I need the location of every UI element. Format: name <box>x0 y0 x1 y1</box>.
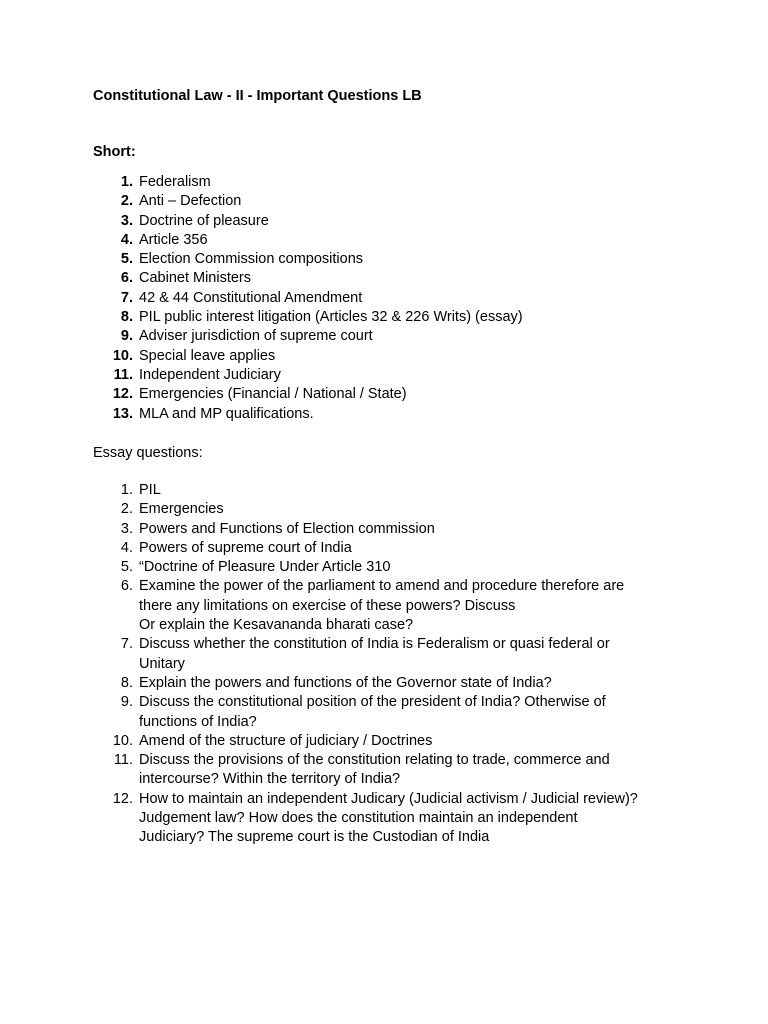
question-number: 10. <box>112 347 133 364</box>
question-number: 9. <box>120 328 133 345</box>
essay-question-item <box>93 500 693 519</box>
question-number: 4. <box>120 539 133 556</box>
question-text: How to maintain an independent Judicary (Judicial activism / Judicial review)? Judgement law? How does the constitution maintain an independent Judiciary? The supreme court is the Custodian of India <box>139 790 638 846</box>
short-section-heading: Short: <box>93 144 136 160</box>
question-number: 6. <box>120 578 133 595</box>
short-question-item <box>93 385 693 404</box>
short-question-item <box>93 327 693 346</box>
question-text: Federalism <box>139 174 211 190</box>
question-text: Discuss the provisions of the constitution relating to trade, commerce and intercourse? Within the territory of India? <box>139 752 610 788</box>
question-text: Independent Judiciary <box>139 366 281 383</box>
question-number: 7. <box>120 289 133 306</box>
essay-questions-list <box>93 481 693 848</box>
question-number: 11. <box>113 752 133 769</box>
essay-question-item <box>93 577 693 635</box>
question-text: Amend of the structure of judiciary / Doctrines <box>139 732 433 749</box>
question-number: 10. <box>112 732 133 749</box>
essay-question-item <box>93 732 693 751</box>
short-question-item <box>93 173 693 192</box>
short-question-item <box>93 212 693 231</box>
essay-question-item <box>93 539 693 558</box>
question-text: PIL <box>139 482 161 498</box>
question-number: 4. <box>120 231 133 248</box>
short-question-item <box>93 250 693 269</box>
question-text: Article 356 <box>139 231 208 248</box>
question-text: Emergencies <box>139 501 224 518</box>
question-text: Cabinet Ministers <box>139 270 252 287</box>
document-title: Constitutional Law - II - Important Questions LB <box>93 88 422 104</box>
essay-question-item <box>93 674 693 693</box>
essay-question-item <box>93 751 693 790</box>
question-number: 1. <box>120 482 133 498</box>
question-text: Examine the power of the parliament to amend and procedure therefore are there any limitations on exercise of these powers? Discuss Or explain the Kesavananda bharati case? <box>139 578 625 634</box>
question-text: Anti – Defection <box>139 193 242 210</box>
question-number: 1. <box>120 174 133 190</box>
question-text: 42 & 44 Constitutional Amendment <box>139 289 363 306</box>
question-text: Emergencies (Financial / National / State) <box>139 386 407 403</box>
question-number: 7. <box>120 636 133 653</box>
question-text: PIL public interest litigation (Articles 32 & 226 Writs) (essay) <box>139 309 523 326</box>
question-number: 8. <box>120 674 133 691</box>
question-number: 2. <box>120 193 133 210</box>
question-text: “Doctrine of Pleasure Under Article 310 <box>139 559 391 576</box>
essay-question-item <box>93 635 693 674</box>
essay-question-item <box>93 790 693 848</box>
question-text: MLA and MP qualifications. <box>139 405 314 422</box>
question-number: 2. <box>120 501 133 518</box>
question-text: Election Commission compositions <box>139 251 364 268</box>
question-number: 12. <box>112 790 133 807</box>
question-text: Doctrine of pleasure <box>139 212 269 229</box>
question-number: 5. <box>120 251 133 268</box>
question-text: Discuss whether the constitution of India is Federalism or quasi federal or Unitary <box>139 636 610 672</box>
short-question-item <box>93 289 693 308</box>
short-question-item <box>93 308 693 327</box>
question-number: 6. <box>120 270 133 287</box>
question-text: Discuss the constitutional position of the president of India? Otherwise of functions of India? <box>139 694 606 730</box>
question-number: 5. <box>120 559 133 576</box>
essay-question-item <box>93 520 693 539</box>
question-text: Adviser jurisdiction of supreme court <box>139 328 373 345</box>
essay-question-item <box>93 693 693 732</box>
essay-question-item <box>93 558 693 577</box>
question-number: 3. <box>120 520 133 537</box>
question-number: 11. <box>113 366 133 383</box>
question-text: Special leave applies <box>139 347 276 364</box>
question-number: 12. <box>112 386 133 403</box>
question-text: Powers of supreme court of India <box>139 539 352 556</box>
question-number: 13. <box>112 405 133 422</box>
essay-question-item <box>93 481 693 500</box>
question-text: Powers and Functions of Election commission <box>139 520 435 537</box>
short-question-item <box>93 269 693 288</box>
short-question-item <box>93 192 693 211</box>
question-number: 3. <box>120 212 133 229</box>
short-question-item <box>93 366 693 385</box>
essay-section-heading: Essay questions: <box>93 445 203 461</box>
short-question-item <box>93 231 693 250</box>
short-question-item <box>93 405 693 424</box>
short-questions-list <box>93 173 693 424</box>
question-number: 8. <box>120 309 133 326</box>
question-text: Explain the powers and functions of the Governor state of India? <box>139 674 552 691</box>
question-number: 9. <box>120 694 133 711</box>
short-question-item <box>93 347 693 366</box>
